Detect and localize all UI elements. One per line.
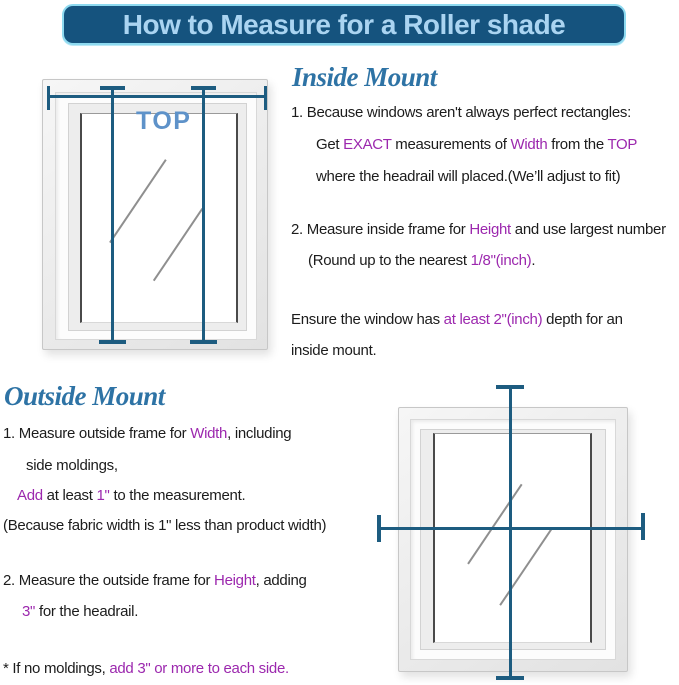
outside-mount-heading: Outside Mount [4,381,165,411]
outside-step1-line3: Add at least 1" to the measurement. [17,487,246,504]
height-measure-line-right [202,87,205,343]
outside-step2-line1: 2. Measure the outside frame for Height, adding [3,572,307,589]
window-glass [80,113,238,323]
inside-mount-heading: Inside Mount [292,62,437,92]
outside-step1-line4: (Because fabric width is 1" less than product width) [3,517,327,534]
outside-step1-line2: side moldings, [26,457,118,474]
outside-step1-line1: 1. Measure outside frame for Width, including [3,425,292,442]
inside-depth-note-line1: Ensure the window has at least 2"(inch) depth for an [291,311,623,328]
glass-reflection-line [153,208,203,281]
title-banner [62,4,626,45]
measure-end-tick-right [264,86,267,110]
glass-reflection-line [467,483,522,563]
width-measure-line [379,527,642,530]
inside-step2-line2: (Round up to the nearest 1/8"(inch). [308,252,536,269]
inside-depth-note-line2: inside mount. [291,342,377,359]
height-measure-line [509,387,512,679]
inside-step1-line3: where the headrail will placed.(We’ll adjust to fit) [316,168,621,185]
measure-cap [496,676,524,680]
measure-cap [191,86,216,90]
top-label: TOP [136,107,192,135]
measure-cap [641,513,645,540]
inside-step1-line2: Get EXACT measurements of Width from the TOP [316,136,638,153]
measure-cap [377,515,381,542]
page-title: How to Measure for a Roller shade [122,8,566,40]
glass-reflection-line [110,160,167,244]
outside-mount-window-diagram [398,407,628,672]
outside-footnote: * If no moldings, add 3" or more to each side. [3,660,289,677]
measure-cap [100,86,125,90]
window-glass [433,433,592,643]
measure-cap [190,340,217,344]
height-measure-line-left [111,87,114,343]
measure-end-tick-left [47,86,50,110]
inside-step1-line1: 1. Because windows aren't always perfect rectangles: [291,104,631,121]
outside-step2-line2: 3" for the headrail. [22,603,139,620]
measure-cap [496,385,524,389]
measure-cap [99,340,126,344]
glass-reflection-line [499,529,551,606]
inside-step2-line1: 2. Measure inside frame for Height and use largest number [291,221,666,238]
width-measure-line [48,95,267,98]
